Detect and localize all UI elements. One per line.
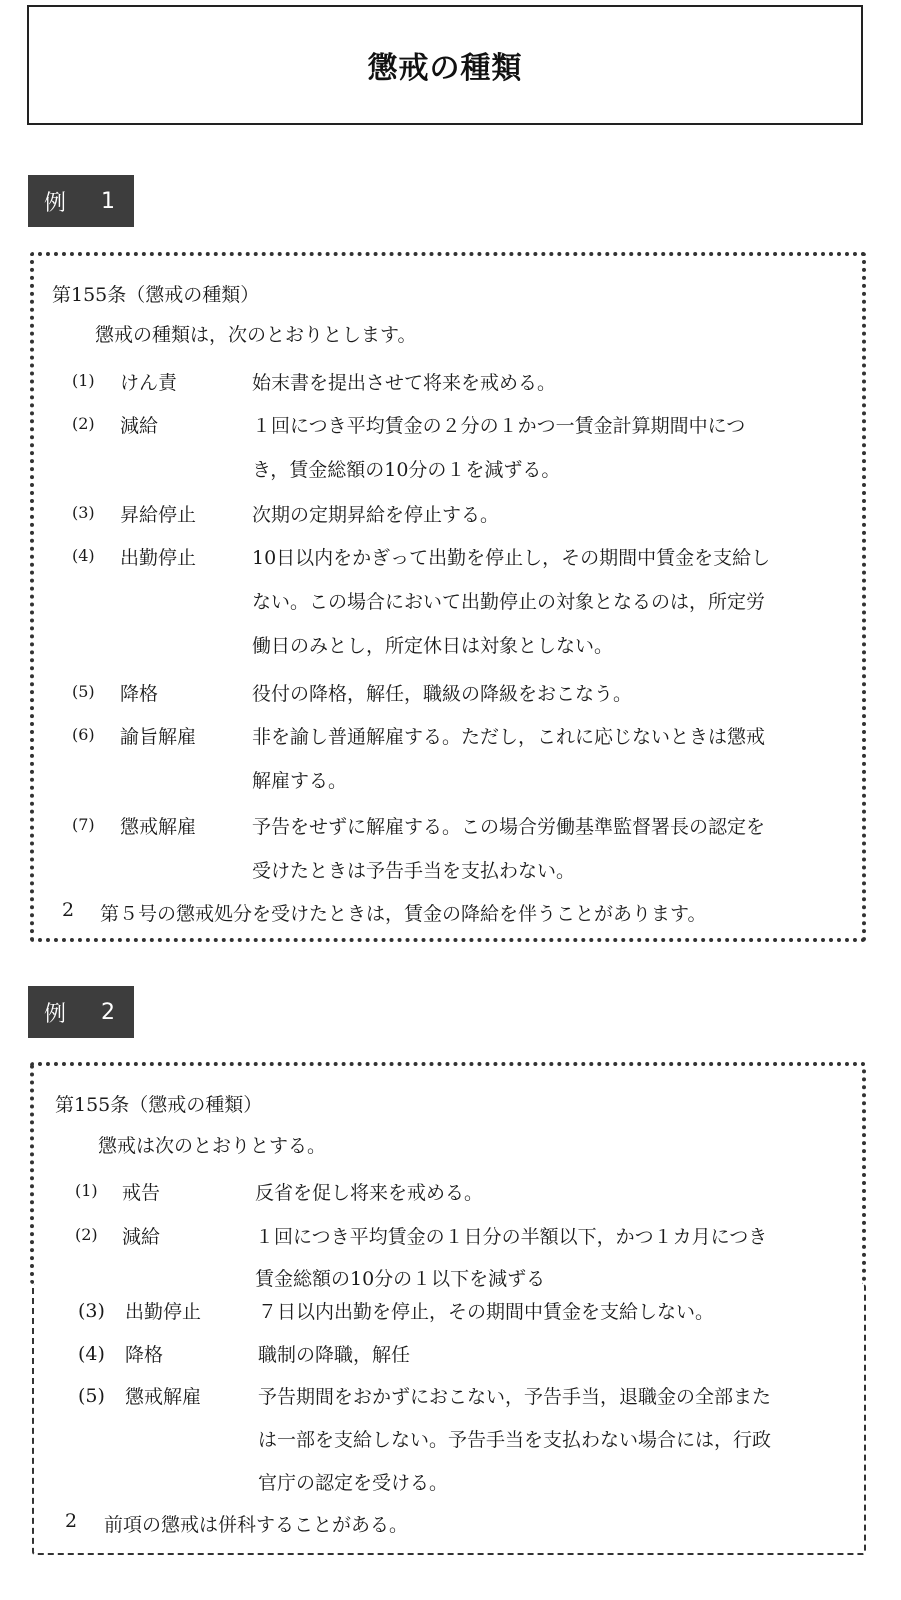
item-term: 降格 [120,683,159,705]
item-description-line: 官庁の認定を受ける。 [258,1472,449,1494]
example-1-paragraph-2-number: 2 [62,899,75,921]
example-2-paragraph-2-number: 2 [65,1510,78,1532]
item-term: 懲戒解雇 [120,816,197,838]
item-number: (6) [72,725,95,744]
item-number: (4) [72,546,95,565]
item-number: (1) [75,1181,98,1200]
item-number: (1) [72,371,95,390]
example-1-intro: 懲戒の種類は，次のとおりとします。 [95,324,417,346]
example-2-article-heading: 第155条（懲戒の種類） [55,1094,263,1116]
item-description-line: 始末書を提出させて将来を戒める。 [252,372,557,394]
item-term: 昇給停止 [120,504,197,526]
item-number: (5) [78,1385,105,1407]
item-term: 戒告 [122,1182,161,1204]
item-description-line: １回につき平均賃金の１日分の半額以下，かつ１カ月につき [255,1226,768,1248]
item-description-line: 役付の降格，解任，職級の降級をおこなう。 [252,683,633,705]
item-description-line: １回につき平均賃金の２分の１かつ一賃金計算期間中につ [252,415,746,437]
item-description-line: ない。この場合において出勤停止の対象となるのは，所定労 [252,591,766,613]
item-description-line: 次期の定期昇給を停止する。 [252,504,500,526]
example-1-label-text: 例 [44,190,68,216]
item-term: 降格 [125,1344,164,1366]
example-2-label-text: 例 [44,1001,68,1027]
example-2-label-number: 2 [101,999,117,1025]
example-1-paragraph-2: 第５号の懲戒処分を受けたときは，賃金の降給を伴うことがあります。 [100,903,707,925]
item-term: 懲戒解雇 [125,1386,202,1408]
example-2-label [28,986,134,1038]
item-description-line: 解雇する。 [252,770,348,792]
title-box [27,5,863,125]
item-description-line: 10日以内をかぎって出勤を停止し，その期間中賃金を支給し [252,547,771,569]
item-description-line: 非を諭し普通解雇する。ただし，これに応じないときは懲戒 [252,726,766,748]
example-2-intro: 懲戒は次のとおりとする。 [98,1135,327,1157]
example-2-paragraph-2: 前項の懲戒は併科することがある。 [104,1514,409,1536]
item-number: (2) [72,414,95,433]
item-number: (2) [75,1225,98,1244]
item-number: (7) [72,815,95,834]
item-number: (4) [78,1343,105,1365]
example-1-label [28,175,134,227]
item-number: (5) [72,682,95,701]
item-number: (3) [78,1300,105,1322]
item-description-line: 働日のみとし，所定休日は対象としない。 [252,635,614,657]
item-term: けん責 [120,372,178,394]
item-description-line: 予告をせずに解雇する。この場合労働基準監督署長の認定を [252,816,766,838]
item-term: 出勤停止 [125,1301,202,1323]
item-description-line: 受けたときは予告手当を支払わない。 [252,860,576,882]
item-term: 減給 [122,1226,161,1248]
item-description-line: 反省を促し将来を戒める。 [255,1182,484,1204]
item-description-line: は一部を支給しない。予告手当を支払わない場合には，行政 [258,1429,772,1451]
item-description-line: 職制の降職，解任 [258,1344,411,1366]
item-term: 減給 [120,415,159,437]
item-term: 出勤停止 [120,547,197,569]
item-description-line: き，賃金総額の10分の１を減ずる。 [252,459,561,481]
example-1-article-heading: 第155条（懲戒の種類） [52,284,260,306]
item-description-line: 予告期間をおかずにおこない，予告手当，退職金の全部また [258,1386,772,1408]
example-1-label-number: 1 [101,188,117,214]
item-term: 諭旨解雇 [120,726,197,748]
item-number: (3) [72,503,95,522]
page-title: 懲戒の種類 [367,51,523,86]
item-description-line: ７日以内出勤を停止，その期間中賃金を支給しない。 [258,1301,715,1323]
item-description-line: 賃金総額の10分の１以下を減ずる [255,1268,546,1290]
